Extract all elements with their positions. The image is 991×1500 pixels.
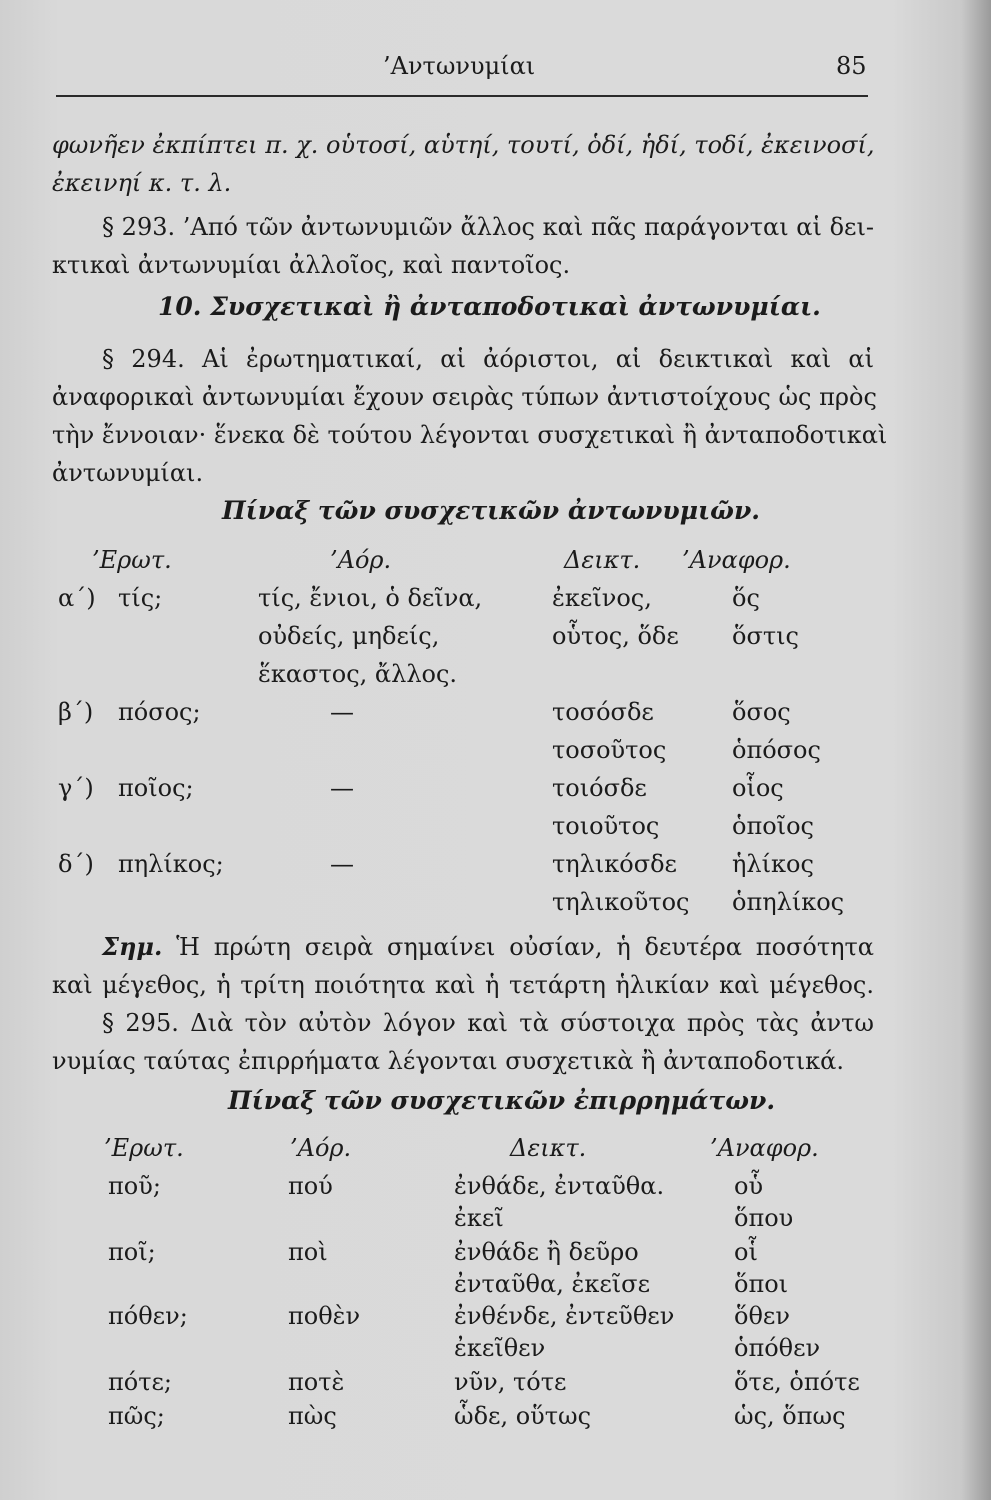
text-line bbox=[52, 928, 874, 966]
note-paragraph bbox=[52, 928, 874, 1004]
table1-cell: τίς, ἔνιοι, ὁ δεῖνα, bbox=[258, 584, 483, 612]
table2-cell: οὗ bbox=[734, 1172, 764, 1200]
text-line: § 295. Διὰ τὸν αὐτὸν λόγον καὶ τὰ σύστοιχα πρὸς τὰς ἀντω bbox=[102, 1009, 874, 1037]
running-header-title: ’Αντωνυμίαι bbox=[383, 52, 536, 80]
paragraph-294 bbox=[52, 340, 888, 492]
text-line: καὶ μέγεθος, ἡ τρίτη ποιότητα καὶ ἡ τετάρτη ἡλικίαν καὶ μέγεθος. bbox=[52, 971, 874, 999]
paragraph-293 bbox=[52, 208, 874, 284]
table2-title: Πίναξ τῶν συσχετικῶν ἐπιρρημάτων. bbox=[228, 1086, 776, 1115]
table2-header-indefinite: ’Αόρ. bbox=[290, 1134, 352, 1162]
text-line: νυμίας ταύτας ἐπιρρήματα λέγονται συσχετικὰ ἢ ἀνταποδοτικά. bbox=[52, 1047, 845, 1075]
table2-cell: ὧδε, οὕτως bbox=[454, 1402, 592, 1430]
table2-header-demonstrative: Δεικτ. bbox=[510, 1134, 587, 1162]
page-number: 85 bbox=[836, 52, 867, 80]
table1-header-interrogative: ’Ερωτ. bbox=[92, 546, 172, 574]
paragraph-continuation bbox=[52, 126, 874, 202]
table1-cell: τοσόσδε bbox=[552, 698, 654, 726]
table1-cell: τηλικόσδε bbox=[552, 850, 677, 878]
paragraph-295 bbox=[52, 1004, 874, 1080]
table1-header-indefinite: ’Αόρ. bbox=[330, 546, 392, 574]
header-rule bbox=[56, 95, 868, 97]
table1-cell: οὐδείς, μηδείς, bbox=[258, 622, 440, 650]
table2-cell: ποθὲν bbox=[288, 1302, 361, 1330]
note-text: Ἡ πρώτη σειρὰ σημαίνει οὐσίαν, ἡ δευτέρα ποσότητα bbox=[176, 933, 874, 961]
text-line: τὴν ἔννοιαν· ἕνεκα δὲ τούτου λέγονται συσχετικαὶ ἢ ἀνταποδοτικαὶ bbox=[52, 421, 888, 449]
table1-row-label: β΄) bbox=[58, 698, 94, 726]
table1-dash: — bbox=[330, 850, 354, 878]
table1-cell: οὗτος, ὅδε bbox=[552, 622, 679, 650]
table1-dash: — bbox=[330, 698, 354, 726]
table2-cell: ποτὲ bbox=[288, 1368, 345, 1396]
table2-cell: ὡς, ὅπως bbox=[734, 1402, 846, 1430]
text-line: § 293. ’Από τῶν ἀντωνυμιῶν ἄλλος καὶ πᾶς παράγονται αἱ δει- bbox=[102, 213, 874, 241]
table2-cell: ἐνθάδε ἢ δεῦρο bbox=[454, 1238, 639, 1266]
table1-cell: ὅστις bbox=[732, 622, 799, 650]
table1-cell: ὅς bbox=[732, 584, 760, 612]
table1-cell: ὁποῖος bbox=[732, 812, 814, 840]
text-line: ἐκεινηί κ. τ. λ. bbox=[52, 169, 232, 197]
table1-header-demonstrative: Δεικτ. bbox=[564, 546, 641, 574]
table1-cell: ἕκαστος, ἄλλος. bbox=[258, 660, 458, 688]
table1-cell: τίς; bbox=[118, 584, 163, 612]
table2-cell: ἐκεῖ bbox=[454, 1204, 504, 1232]
table1-cell: πόσος; bbox=[118, 698, 201, 726]
table1-row-label: γ΄) bbox=[58, 774, 94, 802]
table1-dash: — bbox=[330, 774, 354, 802]
text-line: ἀντωνυμίαι. bbox=[52, 459, 204, 487]
text-line: ἀναφορικαὶ ἀντωνυμίαι ἔχουν σειρὰς τύπων ἀντιστοίχους ὡς πρὸς bbox=[52, 383, 877, 411]
table2-cell: πού bbox=[288, 1172, 333, 1200]
note-label: Σημ. bbox=[102, 932, 163, 961]
table1-cell: τοσοῦτος bbox=[552, 736, 667, 764]
table2-cell: ὅθεν bbox=[734, 1302, 790, 1330]
table2-cell: νῦν, τότε bbox=[454, 1368, 567, 1396]
table2-cell: πόθεν; bbox=[108, 1302, 188, 1330]
table2-cell: ποῦ; bbox=[108, 1172, 161, 1200]
table1-cell: ποῖος; bbox=[118, 774, 194, 802]
table2-cell: ὅτε, ὁπότε bbox=[734, 1368, 860, 1396]
text-line: φωνῆεν ἐκπίπτει π. χ. οὑτοσί, αὑτηί, τουτί, ὁδί, ἡδί, τοδί, ἐκεινοσί, bbox=[52, 131, 875, 159]
text-line: § 294. Αἱ ἐρωτηματικαί, αἱ ἀόριστοι, αἱ δεικτικαὶ καὶ αἱ bbox=[102, 345, 874, 373]
table1-title: Πίναξ τῶν συσχετικῶν ἀντωνυμιῶν. bbox=[222, 496, 761, 525]
table1-row-label: α΄) bbox=[58, 584, 96, 612]
table1-cell: οἷος bbox=[732, 774, 784, 802]
table2-cell: οἷ bbox=[734, 1238, 758, 1266]
table2-cell: ποῖ; bbox=[108, 1238, 156, 1266]
table1-cell: ὁπόσος bbox=[732, 736, 821, 764]
table2-cell: πὼς bbox=[288, 1402, 337, 1430]
table2-cell: πῶς; bbox=[108, 1402, 165, 1430]
table1-cell: τοιοῦτος bbox=[552, 812, 660, 840]
table2-cell: ἐνθάδε, ἐνταῦθα. bbox=[454, 1172, 665, 1200]
table2-header-relative: ’Αναφορ. bbox=[710, 1134, 819, 1162]
table2-cell: ποὶ bbox=[288, 1238, 328, 1266]
table1-cell: ὁπηλίκος bbox=[732, 888, 845, 916]
table2-cell: ἐκεῖθεν bbox=[454, 1334, 546, 1362]
table1-row-label: δ΄) bbox=[58, 850, 94, 878]
table1-cell: πηλίκος; bbox=[118, 850, 224, 878]
table2-cell: ἐνταῦθα, ἐκεῖσε bbox=[454, 1270, 650, 1298]
table2-cell: ὅποι bbox=[734, 1270, 789, 1298]
section-heading: 10. Συσχετικαὶ ἢ ἀνταποδοτικαὶ ἀντωνυμίαι. bbox=[158, 292, 821, 321]
table2-cell: ἐνθένδε, ἐντεῦθεν bbox=[454, 1302, 675, 1330]
table1-header-relative: ’Αναφορ. bbox=[682, 546, 791, 574]
table1-cell: ἐκεῖνος, bbox=[552, 584, 652, 612]
text-line: κτικαὶ ἀντωνυμίαι ἀλλοῖος, καὶ παντοῖος. bbox=[52, 251, 571, 279]
table1-cell: τοιόσδε bbox=[552, 774, 647, 802]
table2-cell: ὁπόθεν bbox=[734, 1334, 821, 1362]
table2-cell: πότε; bbox=[108, 1368, 173, 1396]
table1-cell: ὅσος bbox=[732, 698, 791, 726]
table2-header-interrogative: ’Ερωτ. bbox=[104, 1134, 184, 1162]
table1-cell: τηλικοῦτος bbox=[552, 888, 690, 916]
table2-cell: ὅπου bbox=[734, 1204, 794, 1232]
table1-cell: ἡλίκος bbox=[732, 850, 814, 878]
